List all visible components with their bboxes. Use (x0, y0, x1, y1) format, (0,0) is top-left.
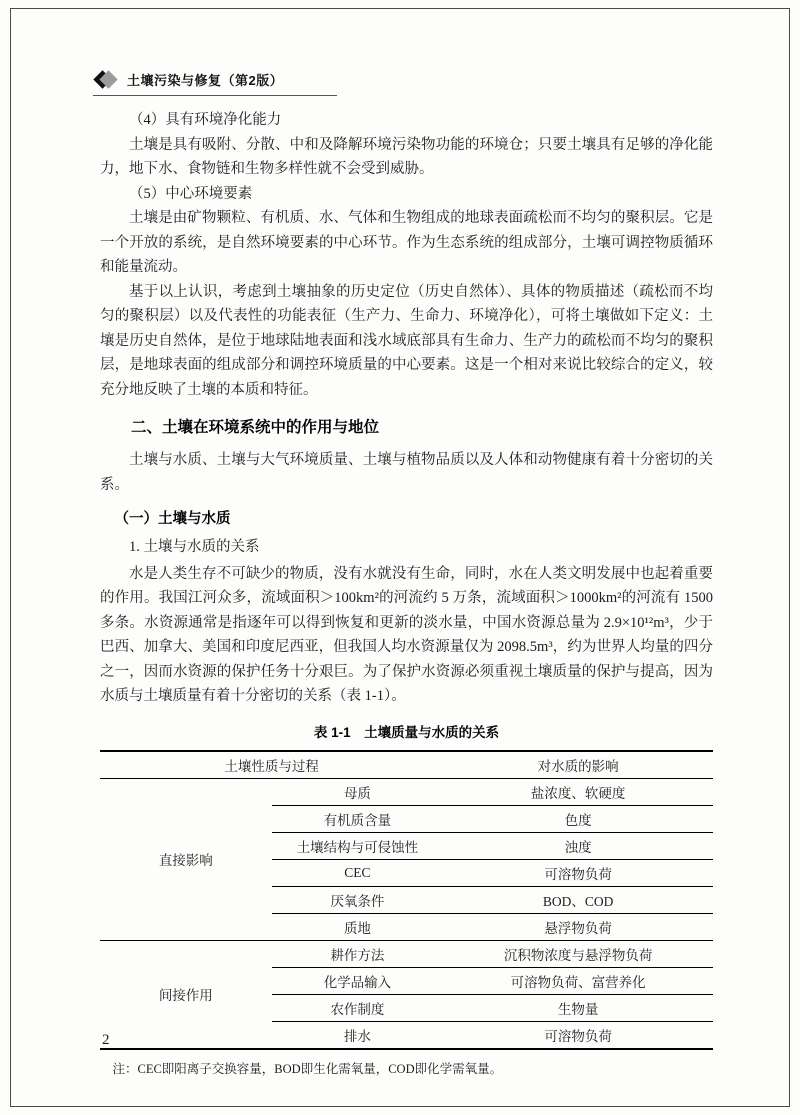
paragraph-water-resources: 水是人类生存不可缺少的物质，没有水就没有生命，同时，水在人类文明发展中也起着重要的作用。我国江河众多，流域面积＞100km²的河流约 5 万条，流域面积＞1000km²的河流有 1500 多条。水资源通常是指逐年可以得到恢复和更新的淡水量，中国水资源总量为 2.9×10¹²m³，少于巴西、加拿大、美国和印度尼西亚，但我国人均水资源量仅为 2098.5m³，约为世界人均量的四分之一，因而水资源的保护任务十分艰巨。为了保护水资源必须重视土壤质量的保护与提高，因为水质与土壤质量有着十分密切的关系（表 1-1）。 (100, 565, 713, 704)
group-label-direct: 直接影响 (100, 778, 272, 940)
page-content (100, 108, 713, 1077)
process-cell: 厌氧条件 (272, 886, 444, 913)
paragraph-item4-title: （4）具有环境净化能力 (129, 112, 282, 128)
effect-cell: 可溶物负荷 (443, 859, 713, 886)
effect-cell: 色度 (443, 805, 713, 832)
effect-cell: 浊度 (443, 832, 713, 859)
numbered-heading-soil-water-relation: 1. 土壤与水质的关系 (129, 539, 260, 555)
table-note: 注：CEC即阳离子交换容量，BOD即生化需氧量，COD即化学需氧量。 (112, 1061, 503, 1076)
process-cell: 有机质含量 (272, 805, 444, 832)
paragraph-section2-intro: 土壤与水质、土壤与大气环境质量、土壤与植物品质以及人体和动物健康有着十分密切的关系。 (100, 452, 713, 493)
process-cell: CEC (272, 859, 444, 886)
paragraph-item4-body: 土壤是具有吸附、分散、中和及降解环境污染物功能的环境仓；只要土壤具有足够的净化能力，地下水、食物链和生物多样性就不会受到威胁。 (100, 136, 713, 177)
process-cell: 耕作方法 (272, 940, 444, 967)
process-cell: 农作制度 (272, 994, 444, 1021)
group-label-indirect: 间接作用 (100, 940, 272, 1049)
table-header-effect: 对水质的影响 (443, 751, 713, 779)
process-cell: 排水 (272, 1021, 444, 1049)
effect-cell: 沉积物浓度与悬浮物负荷 (443, 940, 713, 967)
section-heading-soil-role: 二、土壤在环境系统中的作用与地位 (131, 419, 380, 436)
process-cell: 质地 (272, 913, 444, 940)
effect-cell: 悬浮物负荷 (443, 913, 713, 940)
process-cell: 土壤结构与可侵蚀性 (272, 832, 444, 859)
table-row (100, 778, 713, 805)
table-header-row (100, 751, 713, 779)
sub-heading-soil-water: （一）土壤与水质 (114, 511, 231, 527)
process-cell: 化学品输入 (272, 967, 444, 994)
book-title: 土壤污染与修复（第2版） (127, 73, 284, 88)
paragraph-item5-title: （5）中心环境要素 (129, 185, 253, 202)
paragraph-item5-body: 土壤是由矿物颗粒、有机质、水、气体和生物组成的地球表面疏松而不均匀的聚积层。它是一个开放的系统，是自然环境要素的中心环节。作为生态系统的组成部分，土壤可调控物质循环和能量流动。 (100, 210, 713, 275)
effect-cell: BOD、COD (443, 886, 713, 913)
effect-cell: 生物量 (443, 994, 713, 1021)
table-caption: 表 1-1 土壤质量与水质的关系 (313, 724, 500, 740)
table-header-process: 土壤性质与过程 (100, 751, 443, 779)
effect-cell: 盐浓度、软硬度 (443, 778, 713, 805)
process-cell: 母质 (272, 778, 444, 805)
page-number: 2 (102, 1032, 110, 1048)
soil-water-quality-table (100, 750, 713, 1050)
effect-cell: 可溶物负荷、富营养化 (443, 967, 713, 994)
paragraph-summary: 基于以上认识，考虑到土壤抽象的历史定位（历史自然体）、具体的物质描述（疏松而不均匀的聚积层）以及代表性的功能表征（生产力、生命力、环境净化），可将土壤做如下定义：土壤是历史自然体，是位于地球陆地表面和浅水域底部具有生命力、生产力的疏松而不均匀的聚积层，是地球表面的组成部分和调控环境质量的中心要素。这是一个相对来说比较综合的定义，较充分地反映了土壤的本质和特征。 (100, 283, 713, 398)
running-header (93, 70, 337, 96)
effect-cell: 可溶物负荷 (443, 1021, 713, 1049)
table-row (100, 940, 713, 967)
